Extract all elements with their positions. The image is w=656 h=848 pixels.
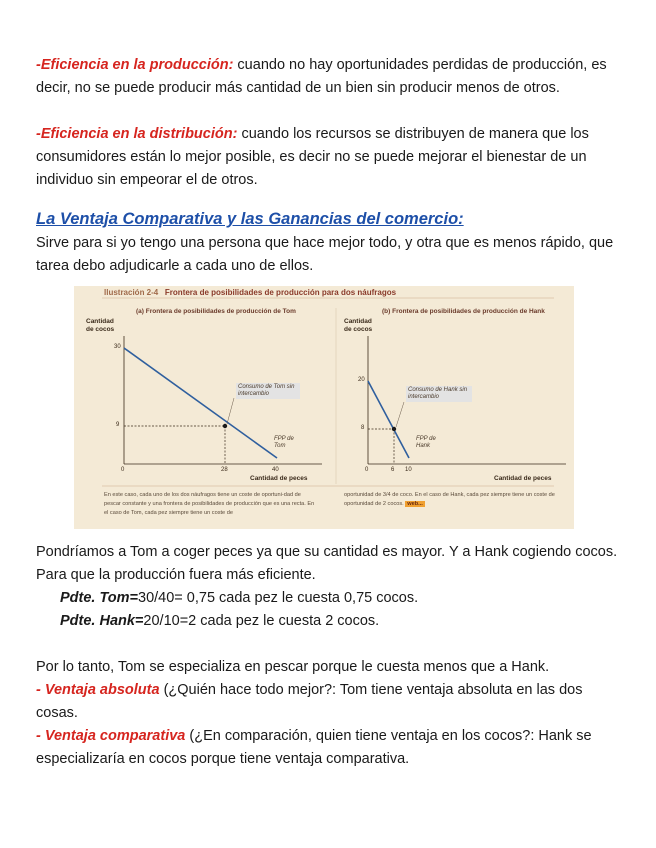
panel-b-consumption-point [392, 427, 396, 431]
conclusion-paragraph: Por lo tanto, Tom se especializa en pescar porque le cuesta menos que a Hank. [36, 659, 550, 675]
figure-label: Ilustración 2-4 [104, 288, 159, 297]
absolute-advantage [36, 679, 626, 725]
slope-tom-text: 30/40= 0,75 cada pez le cuesta 0,75 cocos. [138, 590, 419, 606]
absolute-advantage-term: - Ventaja absoluta [36, 682, 160, 698]
panel-b-y-tick-20: 20 [358, 377, 365, 383]
panel-a-x-tick-40: 40 [272, 467, 279, 473]
panel-b-title: (b) Frontera de posibilidades de producción de Hank [382, 308, 545, 315]
comparative-advantage [36, 725, 626, 771]
slope-hank-label: Pdte. Hank= [60, 613, 144, 629]
panel-b-origin-tick: 0 [365, 467, 369, 473]
panel-b-y-label: Cantidad de cocos [344, 318, 373, 333]
panel-a-x-label: Cantidad de peces [250, 475, 308, 482]
figure-caption-right [344, 491, 559, 509]
section-heading: La Ventaja Comparativa y las Ganancias del comercio: [36, 210, 464, 228]
panel-a-y-tick-9: 9 [116, 422, 120, 428]
text-production-efficiency: cuando no hay oportunidades perdidas de producción, es decir, no se puede producir más cantidad de un bien sin producir menos de otros. [36, 57, 607, 96]
panel-a-fpp-label: FPP de Tom [274, 436, 294, 449]
paragraph-distribution-efficiency [36, 123, 626, 192]
panel-b-annotation: Consumo de Hank sin intercambio [406, 386, 472, 402]
intro-paragraph: Sirve para si yo tengo una persona que hace mejor todo, y otra que es menos rápido, que tarea debo adjudicarle a cada uno de ellos. [36, 235, 614, 274]
panel-a-consumption-point [223, 424, 227, 428]
panel-b-fpp-label: FPP de Hank [416, 436, 436, 449]
slope-hank [36, 610, 626, 633]
panel-b-x-tick-10: 10 [405, 467, 412, 473]
document-page [36, 54, 626, 771]
comparative-advantage-term: - Ventaja comparativa [36, 728, 186, 744]
panel-a-annotation: Consumo de Tom sin intercambio [236, 383, 300, 399]
after-figure-paragraph: Pondríamos a Tom a coger peces ya que su cantidad es mayor. Y a Hank cogiendo cocos. Para que la producción fuera más eficiente. [36, 544, 618, 583]
panel-a-y-tick-30: 30 [114, 344, 121, 350]
ppf-figure [74, 286, 574, 529]
panel-a-annotation-leader [227, 398, 234, 424]
text-distribution-efficiency: cuando los recursos se distribuyen de manera que los consumidores están lo mejor posible, es decir no se puede mejorar el bienestar de un individuo sin empeorar el de otros. [36, 126, 589, 188]
slope-tom-label: Pdte. Tom= [60, 590, 139, 606]
paragraph-production-efficiency [36, 54, 626, 100]
panel-a-title: (a) Frontera de posibilidades de producción de Tom [136, 308, 296, 315]
term-production-efficiency: -Eficiencia en la producción: [36, 57, 234, 73]
panel-b-ppf-line [368, 381, 409, 458]
panel-b-x-label: Cantidad de peces [494, 475, 552, 482]
absolute-advantage-text: (¿Quién hace todo mejor?: Tom tiene ventaja absoluta en las dos cosas. [36, 682, 583, 721]
panel-a-origin-tick: 0 [121, 467, 125, 473]
slope-tom [36, 587, 626, 610]
web-badge: web... [407, 501, 423, 507]
slope-hank-text: 20/10=2 cada pez le cuesta 2 cocos. [143, 613, 380, 629]
panel-a-y-label: Cantidad de cocos [86, 318, 115, 333]
panel-a-x-tick-28: 28 [221, 467, 228, 473]
panel-a-ppf-line [124, 348, 277, 458]
figure-title: Frontera de posibilidades de producción para dos náufragos [164, 288, 397, 297]
figure-caption-right-text: oportunidad de 3/4 de coco. En el caso de Hank, cada pez siempre tiene un coste de oportunidad de 2 cocos. [344, 492, 555, 507]
panel-b-y-tick-8: 8 [361, 425, 365, 431]
comparative-advantage-text: (¿En comparación, quien tiene ventaja en los cocos?: Hank se especializaría en cocos porque tiene ventaja comparativa. [36, 728, 592, 767]
figure-caption-left: En este caso, cada uno de los dos náufragos tiene un coste de oportuni-dad de pescar constante y una frontera de posibilidades de producción que es una recta. En el caso de Tom, cada pez siempre tiene un coste de [104, 492, 315, 516]
term-distribution-efficiency: -Eficiencia en la distribución: [36, 126, 238, 142]
panel-b-x-tick-6: 6 [391, 467, 395, 473]
panel-b-annotation-leader [396, 402, 404, 427]
